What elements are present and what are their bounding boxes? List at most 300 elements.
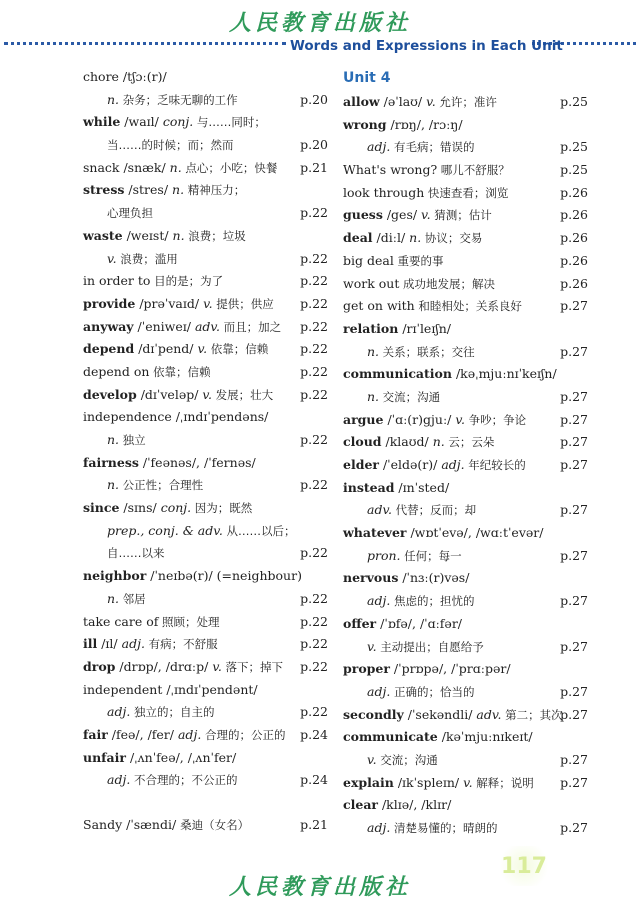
glossary-line	[83, 565, 328, 588]
definition: 依靠；信赖	[149, 364, 211, 379]
part-of-speech: v.	[212, 658, 222, 674]
part-of-speech: adv.	[194, 318, 220, 334]
page-reference: p.25	[560, 162, 588, 178]
headword: guess	[343, 207, 383, 223]
headword: allow	[343, 94, 380, 109]
definition: 主动提出；自愿给予	[376, 639, 484, 654]
unit-heading: Unit 4	[343, 70, 391, 86]
phonetic: /ˈprɒpə/, /ˈprɑːpər/	[389, 661, 511, 677]
part-of-speech: n.	[107, 432, 120, 447]
page-reference: p.24	[300, 772, 328, 788]
glossary-line	[343, 658, 588, 681]
glossary-line	[83, 384, 328, 407]
phonetic: /ɪl/	[97, 636, 122, 652]
page-reference: p.27	[560, 502, 588, 518]
entry-text	[107, 701, 214, 724]
glossary-line	[83, 157, 328, 180]
page-reference: p.22	[300, 477, 328, 493]
definition: 有病；不舒服	[144, 637, 218, 652]
glossary-line	[83, 429, 328, 452]
page-reference: p.25	[560, 139, 588, 155]
phonetic: /ˈfeənəs/, /ˈfernəs/	[138, 454, 256, 470]
page-reference: p.22	[300, 432, 328, 447]
headword: argue	[343, 411, 384, 427]
entry-text	[343, 227, 482, 250]
headword: provide	[83, 295, 136, 311]
definition: 与……同时；	[193, 115, 266, 130]
page-reference: p.27	[560, 638, 588, 654]
glossary-line	[83, 406, 328, 429]
glossary-line	[343, 749, 588, 772]
definition: 桑迪（女名）	[180, 818, 250, 832]
page-reference: p.22	[300, 341, 328, 357]
phonetic: /ˈnɜː(r)vəs/	[398, 570, 470, 586]
definition: 代替；反而；却	[392, 503, 477, 518]
part-of-speech: pron.	[367, 547, 401, 563]
phonetic: /dɪˈpend/	[134, 341, 198, 357]
glossary-line	[343, 772, 588, 795]
entry-text	[343, 91, 497, 114]
glossary-line	[83, 747, 328, 770]
phonetic: /ˈneɪbə(r)/ (=neighbour)	[146, 568, 302, 584]
headword: nervous	[343, 570, 399, 586]
headword: explain	[343, 774, 394, 790]
phonetic: /rɪˈleɪʃn/	[398, 320, 451, 336]
definition: 独立	[119, 433, 146, 447]
headword: while	[83, 114, 121, 130]
page-number: 117	[498, 846, 550, 886]
part-of-speech: adj.	[121, 636, 145, 652]
entry-text	[343, 704, 563, 727]
glossary-line	[83, 769, 328, 792]
headword: look through	[343, 184, 425, 200]
phonetic: /ˈeniweɪ/	[133, 318, 195, 334]
definition: 从……以后；	[222, 523, 296, 538]
headword: fair	[83, 726, 108, 742]
glossary-line	[83, 520, 328, 543]
headword: elder	[343, 457, 379, 472]
glossary-line	[83, 111, 328, 134]
phonetic: /ɪkˈspleɪn/	[393, 774, 464, 790]
glossary-line	[343, 613, 588, 636]
entry-text	[343, 182, 508, 205]
entry-text	[343, 567, 469, 590]
entry-text	[83, 316, 281, 339]
page-reference: p.22	[300, 205, 328, 221]
glossary-line	[343, 477, 588, 500]
part-of-speech: n.	[107, 477, 120, 493]
phonetic: /waɪl/	[120, 114, 163, 130]
part-of-speech: v.	[367, 751, 377, 767]
page-reference: p.22	[300, 273, 328, 289]
part-of-speech: adj.	[177, 726, 202, 742]
glossary-line	[83, 89, 328, 112]
headword: Sandy	[83, 817, 123, 832]
headword: unfair	[83, 749, 126, 765]
page-reference: p.21	[300, 159, 328, 175]
page-reference: p.20	[300, 91, 328, 107]
glossary-line	[83, 474, 328, 497]
glossary-line	[343, 431, 588, 454]
entry-text	[343, 250, 443, 273]
entry-text	[107, 248, 178, 271]
glossary-line	[83, 701, 328, 724]
part-of-speech: v.	[463, 774, 473, 790]
definition: 而且；加之	[219, 319, 282, 334]
left-glossary-column	[83, 66, 328, 837]
page-reference: p.27	[560, 774, 588, 790]
entry-text	[107, 588, 146, 611]
glossary-line	[83, 679, 328, 702]
part-of-speech: adj.	[441, 457, 465, 472]
definition: 关系；联系；交往	[379, 344, 475, 359]
glossary-line	[83, 724, 328, 747]
phonetic: /wɒtˈevə/, /wɑːtˈevər/	[406, 525, 544, 541]
entry-text	[107, 89, 238, 112]
glossary-line	[343, 318, 588, 341]
definition: 交流；沟通	[376, 752, 438, 767]
entry-text	[343, 204, 492, 227]
page-reference: p.27	[560, 593, 588, 609]
entry-text	[83, 293, 274, 316]
headword: in order to	[83, 273, 151, 289]
part-of-speech: v.	[107, 250, 117, 266]
page-reference: p.27	[560, 751, 588, 767]
glossary-line	[343, 499, 588, 522]
phonetic: /weɪst/	[122, 227, 173, 243]
entry-text	[107, 474, 203, 497]
glossary-line	[343, 817, 588, 840]
phonetic: /feə/, /fer/	[107, 726, 178, 742]
definition: 自……以来	[107, 546, 165, 561]
page-reference: p.27	[560, 683, 588, 699]
phonetic: /ˈsændi/	[122, 817, 181, 832]
entry-text	[367, 545, 462, 568]
part-of-speech: v.	[203, 295, 213, 311]
entry-text	[83, 270, 223, 293]
phonetic: /dɪˈveləp/	[136, 386, 203, 402]
entry-text	[343, 363, 557, 386]
page-reference: p.22	[300, 613, 328, 629]
definition: 交流；沟通	[379, 389, 441, 404]
page-reference: p.22	[300, 295, 328, 311]
entry-text	[107, 202, 153, 225]
phonetic: /ˌɪndɪˈpendənt/	[162, 681, 258, 697]
glossary-line	[83, 248, 328, 271]
headword: since	[83, 500, 120, 516]
page-reference: p.26	[560, 184, 588, 200]
glossary-line	[343, 409, 588, 432]
page-header-title: Words and Expressions in Each Unit	[290, 38, 563, 54]
page-reference: p.27	[560, 388, 588, 404]
headword: chore	[83, 69, 119, 84]
entry-text	[107, 429, 146, 452]
page-reference: p.22	[300, 250, 328, 266]
entry-text	[83, 338, 268, 361]
definition: 合理的；公正的	[201, 727, 286, 742]
definition: 有毛病；错误的	[390, 140, 475, 155]
part-of-speech: n.	[367, 388, 380, 404]
headword: drop	[83, 658, 116, 674]
entry-text	[343, 295, 522, 318]
entry-text	[83, 384, 273, 407]
entry-text	[83, 452, 256, 475]
headword: take care of	[83, 613, 159, 629]
headword: proper	[343, 661, 390, 677]
glossary-line	[343, 136, 588, 159]
part-of-speech: adv.	[476, 706, 502, 722]
headword: depend	[83, 341, 135, 357]
headword: What's wrong?	[343, 162, 438, 178]
headword: whatever	[343, 525, 407, 541]
part-of-speech: adj.	[367, 593, 391, 609]
entry-text	[367, 341, 475, 364]
glossary-line	[343, 91, 588, 114]
entry-text	[367, 136, 474, 159]
definition: 解释；说明	[472, 775, 534, 790]
page-reference: p.22	[300, 318, 328, 334]
part-of-speech: adj.	[107, 772, 131, 788]
definition: 和睦相处；关系良好	[414, 299, 522, 314]
entry-text	[107, 542, 165, 565]
part-of-speech: n.	[107, 91, 120, 107]
definition: 重要的事	[393, 253, 444, 268]
glossary-line	[343, 636, 588, 659]
headword: get on with	[343, 298, 415, 314]
part-of-speech: n.	[367, 343, 380, 359]
definition: 年纪较长的	[464, 458, 526, 472]
entry-text	[343, 114, 463, 137]
page-reference: p.26	[560, 275, 588, 291]
glossary-line	[343, 454, 588, 477]
page-reference: p.27	[560, 820, 588, 835]
glossary-line	[83, 66, 328, 89]
entry-text	[83, 406, 268, 429]
right-glossary-column	[343, 66, 588, 840]
page-reference: p.26	[560, 207, 588, 223]
glossary-line	[343, 204, 588, 227]
header-dotted-rule-left	[4, 42, 286, 45]
part-of-speech: v.	[455, 411, 465, 427]
glossary-line	[343, 545, 588, 568]
phonetic: /diːl/	[372, 230, 410, 246]
phonetic: /kəˈmjuːnɪkeɪt/	[437, 729, 533, 745]
definition: 因为；既然	[191, 501, 253, 516]
headword: big deal	[343, 252, 394, 268]
headword: neighbor	[83, 568, 147, 584]
part-of-speech: n.	[172, 227, 185, 243]
page-reference: p.22	[300, 636, 328, 652]
entry-text	[343, 318, 451, 341]
definition: 依靠；信赖	[207, 342, 269, 357]
definition: 精神压力；	[184, 183, 246, 198]
entry-text	[83, 179, 245, 202]
entry-text	[367, 590, 474, 613]
phonetic: /ˈɑː(r)gjuː/	[383, 411, 456, 427]
part-of-speech: n.	[172, 182, 185, 198]
part-of-speech: n.	[169, 159, 182, 175]
page-reference: p.22	[300, 363, 328, 379]
definition: 公正性；合理性	[119, 478, 204, 493]
phonetic: /prəˈvaɪd/	[135, 295, 204, 311]
page-reference: p.20	[300, 137, 328, 153]
glossary-line	[343, 273, 588, 296]
entry-text	[343, 726, 533, 749]
glossary-line	[343, 704, 588, 727]
glossary-line	[83, 293, 328, 316]
definition: 心理负担	[107, 206, 153, 221]
definition: 提供；供应	[212, 296, 274, 311]
entry-text	[83, 724, 285, 747]
part-of-speech: conj.	[160, 500, 192, 516]
part-of-speech: v.	[202, 386, 212, 402]
part-of-speech: n.	[107, 590, 120, 606]
glossary-line	[343, 363, 588, 386]
definition: 独立的；自主的	[130, 705, 215, 720]
glossary-line	[83, 316, 328, 339]
part-of-speech: conj.	[162, 114, 194, 130]
headword: depend on	[83, 363, 150, 379]
headword: independence	[83, 409, 172, 425]
page-reference: p.22	[300, 658, 328, 674]
entry-text	[343, 409, 526, 432]
glossary-line	[83, 588, 328, 611]
glossary-line	[343, 227, 588, 250]
headword: relation	[343, 320, 399, 336]
entry-text	[367, 636, 484, 659]
phonetic: /ɪnˈsted/	[394, 479, 450, 495]
entry-text	[107, 134, 234, 157]
phonetic: /ˈsekəndli/	[403, 706, 477, 722]
entry-text	[83, 633, 218, 656]
entry-text	[367, 749, 438, 772]
phonetic: /tʃɔː(r)/	[118, 69, 167, 84]
part-of-speech: adv.	[367, 502, 393, 518]
entry-text	[83, 497, 252, 520]
definition: 发展；壮大	[211, 387, 274, 402]
entry-text	[343, 273, 495, 296]
page-reference: p.22	[300, 704, 328, 720]
glossary-line	[343, 114, 588, 137]
entry-text	[367, 817, 497, 840]
part-of-speech: v.	[421, 207, 431, 223]
headword: work out	[343, 275, 400, 291]
page-reference: p.22	[300, 386, 328, 402]
entry-text	[367, 386, 440, 409]
entry-text	[83, 679, 258, 702]
entry-text	[83, 611, 220, 634]
headword: waste	[83, 227, 123, 243]
glossary-line	[83, 497, 328, 520]
headword: fairness	[83, 454, 139, 470]
definition: 照顾；处理	[158, 614, 220, 629]
phonetic: /drɒp/, /drɑːp/	[115, 658, 213, 674]
entry-text	[343, 794, 451, 817]
phonetic: /ˈeldə(r)/	[378, 457, 442, 472]
headword: communication	[343, 366, 452, 382]
definition: 浪费；滥用	[116, 251, 178, 266]
glossary-line	[343, 726, 588, 749]
definition: 浪费；垃圾	[184, 228, 246, 243]
definition: 猜测；估计	[430, 208, 492, 223]
glossary-line	[343, 681, 588, 704]
definition: 云；云朵	[444, 435, 495, 450]
definition: 允许；准许	[435, 95, 497, 109]
entry-text	[107, 520, 295, 543]
page-reference: p.27	[560, 457, 588, 472]
phonetic: /snæk/	[119, 159, 170, 175]
entry-text	[367, 681, 474, 704]
publisher-logo-top: 人民教育出版社	[228, 10, 411, 36]
definition: 成功地发展；解决	[399, 276, 496, 291]
part-of-speech: adj.	[367, 820, 391, 835]
entry-text	[343, 613, 462, 636]
page-reference: p.27	[560, 298, 588, 314]
headword: independent	[83, 681, 163, 697]
glossary-line	[343, 567, 588, 590]
glossary-line	[83, 611, 328, 634]
page-reference: p.27	[560, 411, 588, 427]
headword: communicate	[343, 729, 438, 745]
glossary-line	[83, 542, 328, 565]
part-of-speech: v.	[197, 341, 208, 357]
glossary-line	[343, 295, 588, 318]
part-of-speech: n.	[409, 230, 422, 246]
page-reference: p.27	[560, 434, 588, 450]
page-reference: p.26	[560, 252, 588, 268]
glossary-line	[83, 338, 328, 361]
phonetic: /ˌɪndɪˈpendəns/	[171, 409, 269, 425]
entry-text	[343, 522, 543, 545]
entry-text	[343, 477, 449, 500]
headword: ill	[83, 636, 98, 652]
glossary-line	[83, 225, 328, 248]
definition: 清楚易懂的；晴朗的	[390, 821, 498, 835]
glossary-line	[83, 656, 328, 679]
entry-text	[343, 431, 494, 454]
glossary-line	[83, 179, 328, 202]
entry-text	[83, 157, 277, 180]
definition: 杂务；乏味无聊的工作	[119, 92, 238, 107]
entry-text	[83, 66, 167, 89]
definition: 哪儿不舒服？	[437, 163, 510, 178]
phonetic: /klaʊd/	[381, 434, 433, 450]
definition: 焦虑的；担忧的	[390, 594, 475, 609]
page-reference: p.21	[300, 817, 328, 832]
phonetic: /ˌʌnˈfeə/, /ˌʌnˈfer/	[126, 749, 237, 765]
page-reference: p.27	[560, 547, 588, 563]
part-of-speech: v.	[367, 638, 377, 654]
headword: secondly	[343, 706, 404, 722]
page-reference: p.27	[560, 343, 588, 359]
definition: 第二；其次	[501, 707, 563, 722]
part-of-speech: v.	[426, 94, 436, 109]
definition: 目的是；为了	[150, 274, 224, 289]
definition: 不合理的；不公正的	[130, 773, 238, 788]
glossary-line	[83, 270, 328, 293]
entry-text	[83, 111, 266, 134]
headword: anyway	[83, 318, 134, 334]
headword: cloud	[343, 434, 382, 450]
entry-text	[83, 747, 236, 770]
part-of-speech: adj.	[367, 683, 391, 699]
phonetic: /ges/	[382, 207, 422, 223]
headword: offer	[343, 615, 377, 631]
headword: deal	[343, 230, 373, 246]
publisher-logo-bottom: 人民教育出版社	[228, 874, 411, 900]
page-reference: p.22	[300, 590, 328, 606]
definition: 点心；小吃；快餐	[181, 160, 278, 175]
